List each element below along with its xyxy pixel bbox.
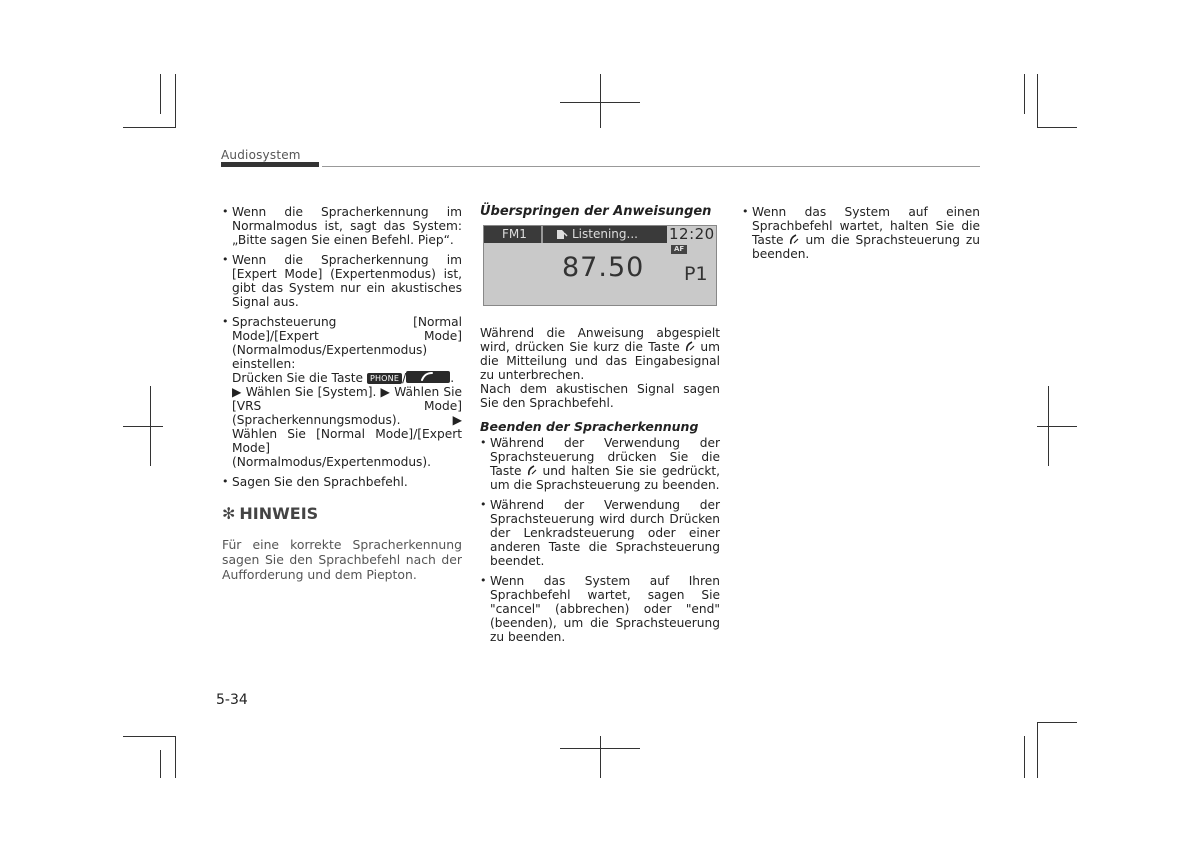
voice-recognition-icon — [556, 229, 568, 240]
bullet-list — [480, 436, 720, 644]
paragraph: Nach dem akustischen Signal sagen Sie den Sprachbefehl. — [480, 382, 720, 410]
display-frequency: 87.50 — [562, 252, 645, 283]
paragraph-text: um die Mitteilung und das Eingabesignal zu unterbrechen. — [480, 340, 721, 382]
list-text: um die Sprachsteuerung zu beenden. — [752, 233, 981, 261]
note-title: HINWEIS — [239, 504, 319, 523]
note-heading — [222, 504, 462, 523]
voice-button-icon — [789, 234, 799, 245]
list-text: Wenn das System auf einen Sprachbefehl wartet, halten Sie die Taste — [752, 205, 980, 247]
paragraph-text: Während die Anweisung abgespielt wird, drücken Sie kurz die Taste — [480, 326, 720, 354]
key-period: . — [450, 371, 455, 385]
display-band: FM1 — [502, 227, 527, 241]
header-rule — [322, 166, 980, 167]
page-number: 5-34 — [216, 692, 248, 708]
list-item: • Wenn die Spracherkennung im [Expert Mode] (Expertenmodus) ist, gibt das System nur ein akustisches Signal aus. — [222, 253, 462, 309]
mode-setting-text: Sprachsteuerung [Normal Mode]/[Expert Mode] (Normalmodus/Expertenmodus) einstellen: — [232, 315, 462, 371]
list-text: Während der Verwendung der Sprachsteuerung drücken Sie die Taste — [490, 436, 720, 478]
list-item — [480, 436, 720, 492]
note-text: Für eine korrekte Spracherkennung sagen Sie den Sprachbefehl nach der Aufforderung und dem Piepton. — [222, 537, 462, 582]
list-item: • Wenn die Spracherkennung im Normalmodus ist, sagt das System: „Bitte sagen Sie einen Befehl. Piep“. — [222, 205, 462, 247]
display-preset: P1 — [684, 263, 708, 285]
list-item — [742, 205, 980, 261]
af-badge: AF — [671, 245, 687, 254]
voice-button-icon — [685, 341, 695, 352]
list-item — [222, 315, 462, 469]
display-clock: 12:20 — [669, 225, 715, 243]
bullet-list — [742, 205, 980, 261]
phone-key: PHONE — [367, 373, 402, 384]
voice-button-icon — [527, 465, 537, 476]
key-separator: / — [402, 371, 407, 385]
column-2 — [480, 205, 720, 650]
display-status-text: Listening... — [572, 227, 638, 241]
column-3 — [742, 205, 980, 267]
press-key-text: Drücken Sie die Taste — [232, 371, 364, 385]
header-bar — [221, 162, 319, 167]
column-1 — [222, 205, 462, 582]
section-title: Audiosystem — [221, 148, 301, 162]
list-text: und halten Sie sie gedrückt, um die Sprachsteuerung zu beenden. — [490, 464, 721, 492]
section-subheading: Beenden der Spracherkennung — [480, 419, 699, 434]
list-item: • Während der Verwendung der Sprachsteuerung wird durch Drücken der Lenkradsteuerung oder einer anderen Taste die Sprachsteuerung beendet. — [480, 498, 720, 568]
section-heading: Überspringen der Anweisungen — [480, 204, 712, 219]
asterisk-icon: ✻ — [222, 504, 236, 523]
bullet-list — [222, 205, 462, 489]
call-key-icon — [406, 371, 450, 383]
display-divider — [541, 226, 543, 243]
menu-steps-text: ▶ Wählen Sie [System]. ▶ Wählen Sie [VRS Mode] (Spracherkennungsmodus). ▶ Wählen Sie [Normal Mode]/[Expert Mode] (Normalmodus/Expertenmodus). — [232, 385, 462, 469]
radio-display — [483, 225, 717, 306]
list-item: • Sagen Sie den Sprachbefehl. — [222, 475, 462, 489]
paragraph — [480, 326, 720, 382]
list-item: • Wenn das System auf Ihren Sprachbefehl wartet, sagen Sie "cancel" (abbrechen) oder "end" (beenden), um die Sprachsteuerung zu beenden. — [480, 574, 720, 644]
